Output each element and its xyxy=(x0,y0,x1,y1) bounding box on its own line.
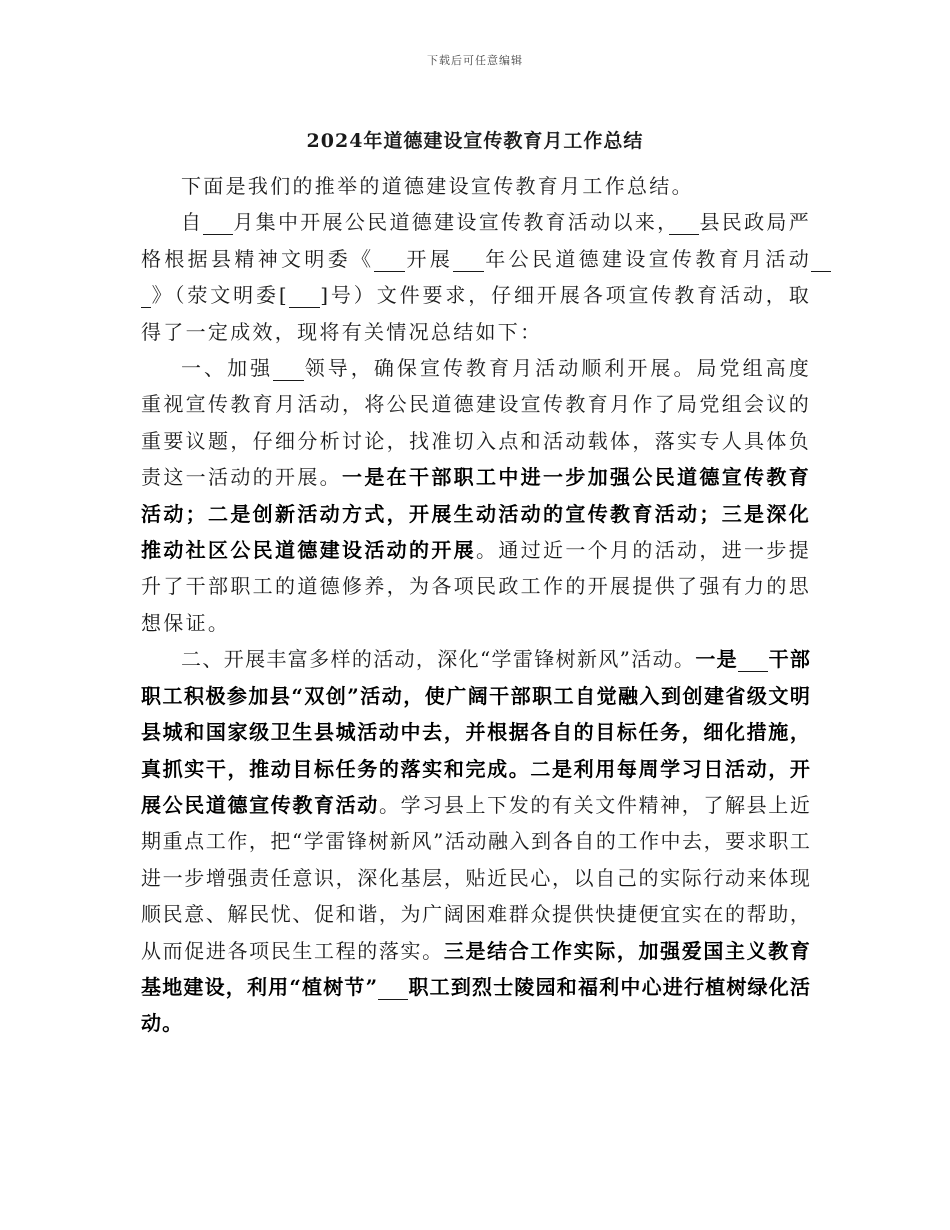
text-run: 。学习县上下发的有关文件精神，了解县上近期重点工作，把“学雷锋树新风”活动融入到各自的工作中去，要求职工进一步增强责任意识，深化基层，贴近民心，以自己的实际行动来体现顺民意、解民忧、促和谐，为广阔困难群众提供快捷便宜实在的帮助，从而促进各项民生工程的落实。 xyxy=(141,792,812,963)
blank-line xyxy=(289,283,320,308)
bold-text-run: 干部职工积极参加县“双创”活动，使广阔干部职工自觉融入到创建省级文明县城和国家级卫生县城活动中去，并根据各自的目标任务，细化措施，真抓实干，推动目标任务的落实和完成。二是利用每周学习日活动，开展公民道德宣传教育活动 xyxy=(141,647,812,817)
text-run: 》（荥文明委[ xyxy=(151,283,290,308)
blank-line xyxy=(273,356,304,381)
text-run: 开展 xyxy=(405,246,454,271)
blank-line xyxy=(203,210,233,235)
document-body xyxy=(141,168,811,1042)
document-title: 2024年道德建设宣传教育月工作总结 xyxy=(306,130,644,152)
text-run: 一、加强 xyxy=(181,356,274,381)
bold-text-run: 职工到烈士陵园和福利中心进行植树绿化活动。 xyxy=(141,974,811,1036)
text-run: 二、开展丰富多样的活动，深化“学雷锋树新风”活动。 xyxy=(181,647,696,672)
blank-line xyxy=(453,247,484,272)
text-run: 月集中开展公民道德建设宣传教育活动以来， xyxy=(233,210,670,235)
paragraph-2 xyxy=(141,350,811,641)
text-run: ]号）文件要求，仔细开展各项宣传教育活动，取得了一定成效，现将有关情况总结如下： xyxy=(141,283,812,344)
page-header-note: 下载后可任意编辑 xyxy=(427,54,523,67)
text-run: 。通过近一个月的活动，进一步提升了干部职工的道德修养，为各项民政工作的开展提供了强有力的思想保证。 xyxy=(141,538,812,635)
bold-text-run: 一是在干部职工中进一步加强公民道德宣传教育活动；二是创新活动方式，开展生动活动的宣传教育活动；三是深化推动社区公民道德建设活动的开展 xyxy=(141,465,811,563)
blank-line xyxy=(374,247,405,272)
blank-line xyxy=(738,647,768,672)
blank-line xyxy=(669,210,699,235)
text-run: 领导，确保宣传教育月活动顺利开展。局党组高度重视宣传教育月活动，将公民道德建设宣传教育月作了局党组会议的重要议题，仔细分析讨论，找准切入点和活动载体，落实专人具体负责这一活动的开展。 xyxy=(141,356,812,490)
text-run: 年公民道德建设宣传教育月活动 xyxy=(484,246,812,271)
blank-line xyxy=(378,975,408,1000)
text-run: 县民政局严格根据县精神文明委《 xyxy=(141,210,812,271)
bold-text-run: 一是 xyxy=(695,647,739,672)
paragraph-1 xyxy=(141,204,811,350)
bold-text-run: 三是结合工作实际，加强爱国主义教育基地建设，利用“植树节” xyxy=(141,938,812,999)
paragraph-3 xyxy=(141,641,811,1041)
text-run: 自 xyxy=(181,210,204,235)
intro-paragraph: 下面是我们的推举的道德建设宣传教育月工作总结。 xyxy=(181,174,694,198)
